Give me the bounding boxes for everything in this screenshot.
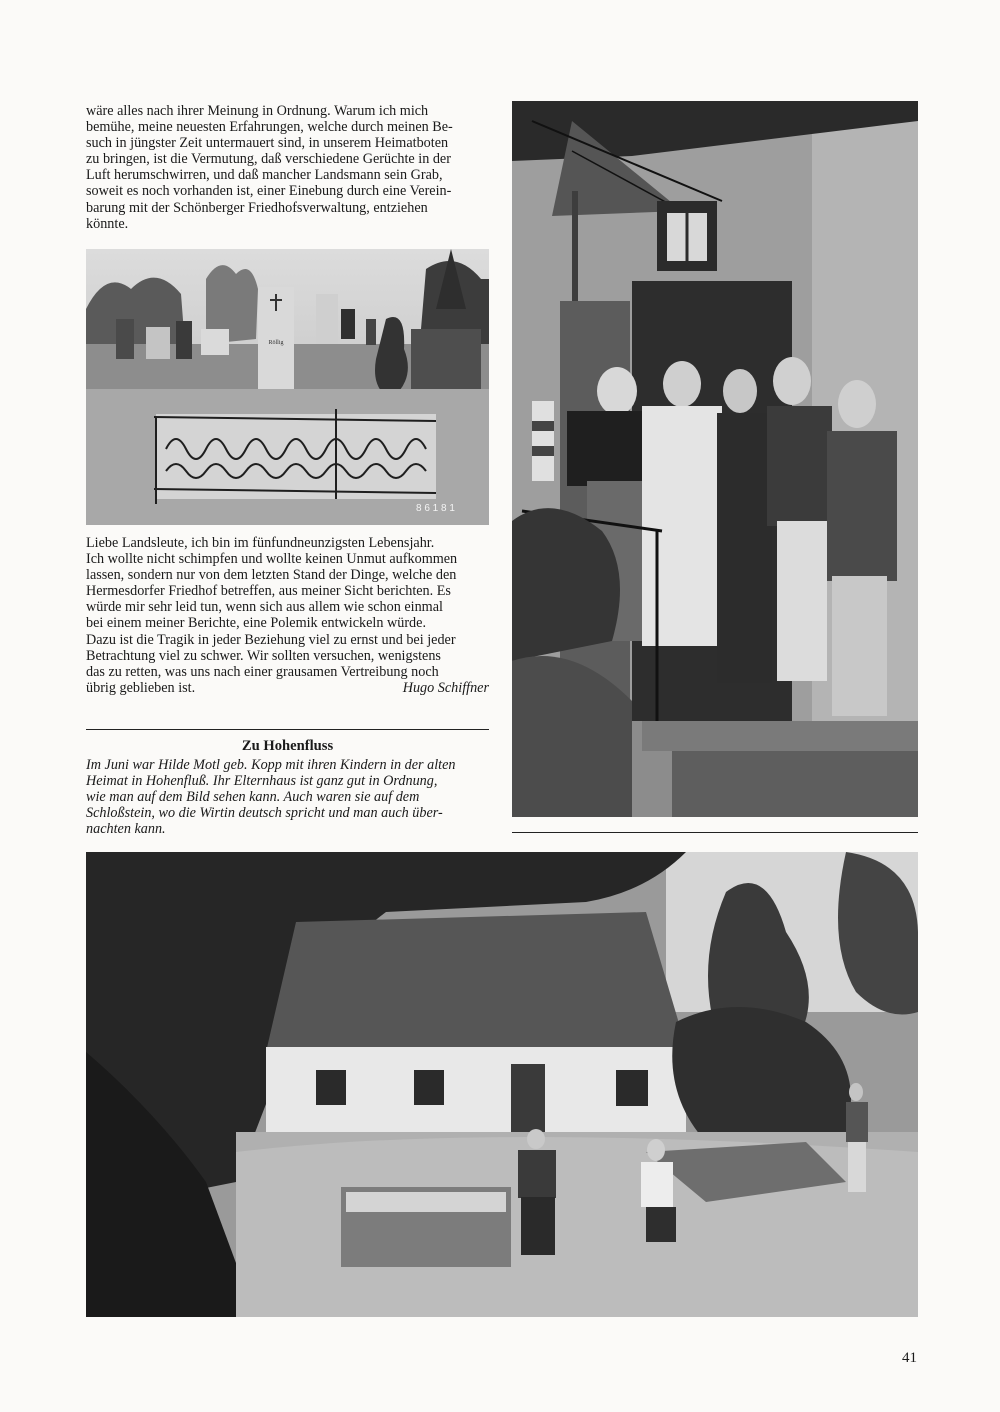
text-line: das zu retten, was uns nach einer grausamen Vertreibung noch <box>86 663 439 680</box>
last-line: übrig geblieben ist. <box>86 679 196 696</box>
house-photo-drawing <box>86 852 918 1317</box>
text-line: nachten kann. <box>86 821 166 838</box>
text-line: Hermesdorfer Friedhof betreffen, aus meiner Sicht berichten. Es <box>86 583 451 600</box>
text-line: wie man auf dem Bild sehen kann. Auch waren sie auf dem <box>86 789 420 806</box>
section-title: Zu Hohenfluss <box>241 738 334 754</box>
text-line: wäre alles nach ihrer Meinung in Ordnung. Warum ich mich <box>86 103 429 119</box>
date-stamp: 8 6 1 8 1 <box>416 503 455 514</box>
article-paragraph-1 <box>86 103 489 232</box>
page-number: 41 <box>902 1350 917 1366</box>
women-photo-drawing <box>512 101 918 817</box>
text-line: Heimat in Hohenfluß. Ihr Elternhaus ist ganz gut in Ordnung, <box>86 773 438 790</box>
cemetery-photo-drawing <box>86 249 489 525</box>
text-line: Liebe Landsleute, ich bin im fünfundneunzigsten Lebensjahr. <box>86 535 435 551</box>
text-line: Schloßstein, wo die Wirtin deutsch spricht und man auch über- <box>86 805 443 822</box>
text-line: bei einem meiner Berichte, eine Polemik entwickeln würde. <box>86 615 426 632</box>
text-line: zu bringen, ist die Vermutung, daß verschiedene Gerüchte in der <box>86 151 451 168</box>
text-line: könnte. <box>86 215 129 232</box>
text-line: Luft herumschwirren, und daß mancher Landsmann sein Grab, <box>86 167 443 184</box>
text-line: würde mir sehr leid tun, wenn sich aus allem wie schon einmal <box>86 599 443 616</box>
house-photo <box>86 852 918 1317</box>
section-body <box>86 757 489 837</box>
text-line: Dazu ist die Tragik in jeder Beziehung viel zu ernst und bei jeder <box>86 631 456 648</box>
divider-rule <box>86 729 489 730</box>
text-line: soweit es noch vorhanden ist, einer Einebung durch eine Verein- <box>86 183 452 200</box>
cemetery-photo <box>86 249 489 525</box>
text-line: lassen, sondern nur von dem letzten Stand der Dinge, welche den <box>86 567 457 584</box>
article-paragraph-2 <box>86 535 489 696</box>
women-at-doorway-photo <box>512 101 918 817</box>
text-line: barung mit der Schönberger Friedhofsverwaltung, entziehen <box>86 199 428 216</box>
text-line: Im Juni war Hilde Motl geb. Kopp mit ihren Kindern in der alten <box>86 757 456 773</box>
grave-inscription: Röllig <box>268 340 284 346</box>
signature-line <box>86 680 489 696</box>
text-line: bemühe, meine neuesten Erfahrungen, welche durch meinen Be- <box>86 119 453 136</box>
author-signature: Hugo Schiffner <box>402 679 489 696</box>
text-line: Betrachtung viel zu schwer. Wir sollten versuchen, wenigstens <box>86 647 441 664</box>
divider-rule-right <box>512 832 918 833</box>
text-line: Ich wollte nicht schimpfen und wollte keinen Unmut aufkommen <box>86 551 458 568</box>
text-line: such in jüngster Zeit untermauert sind, in unserem Heimatboten <box>86 135 449 152</box>
